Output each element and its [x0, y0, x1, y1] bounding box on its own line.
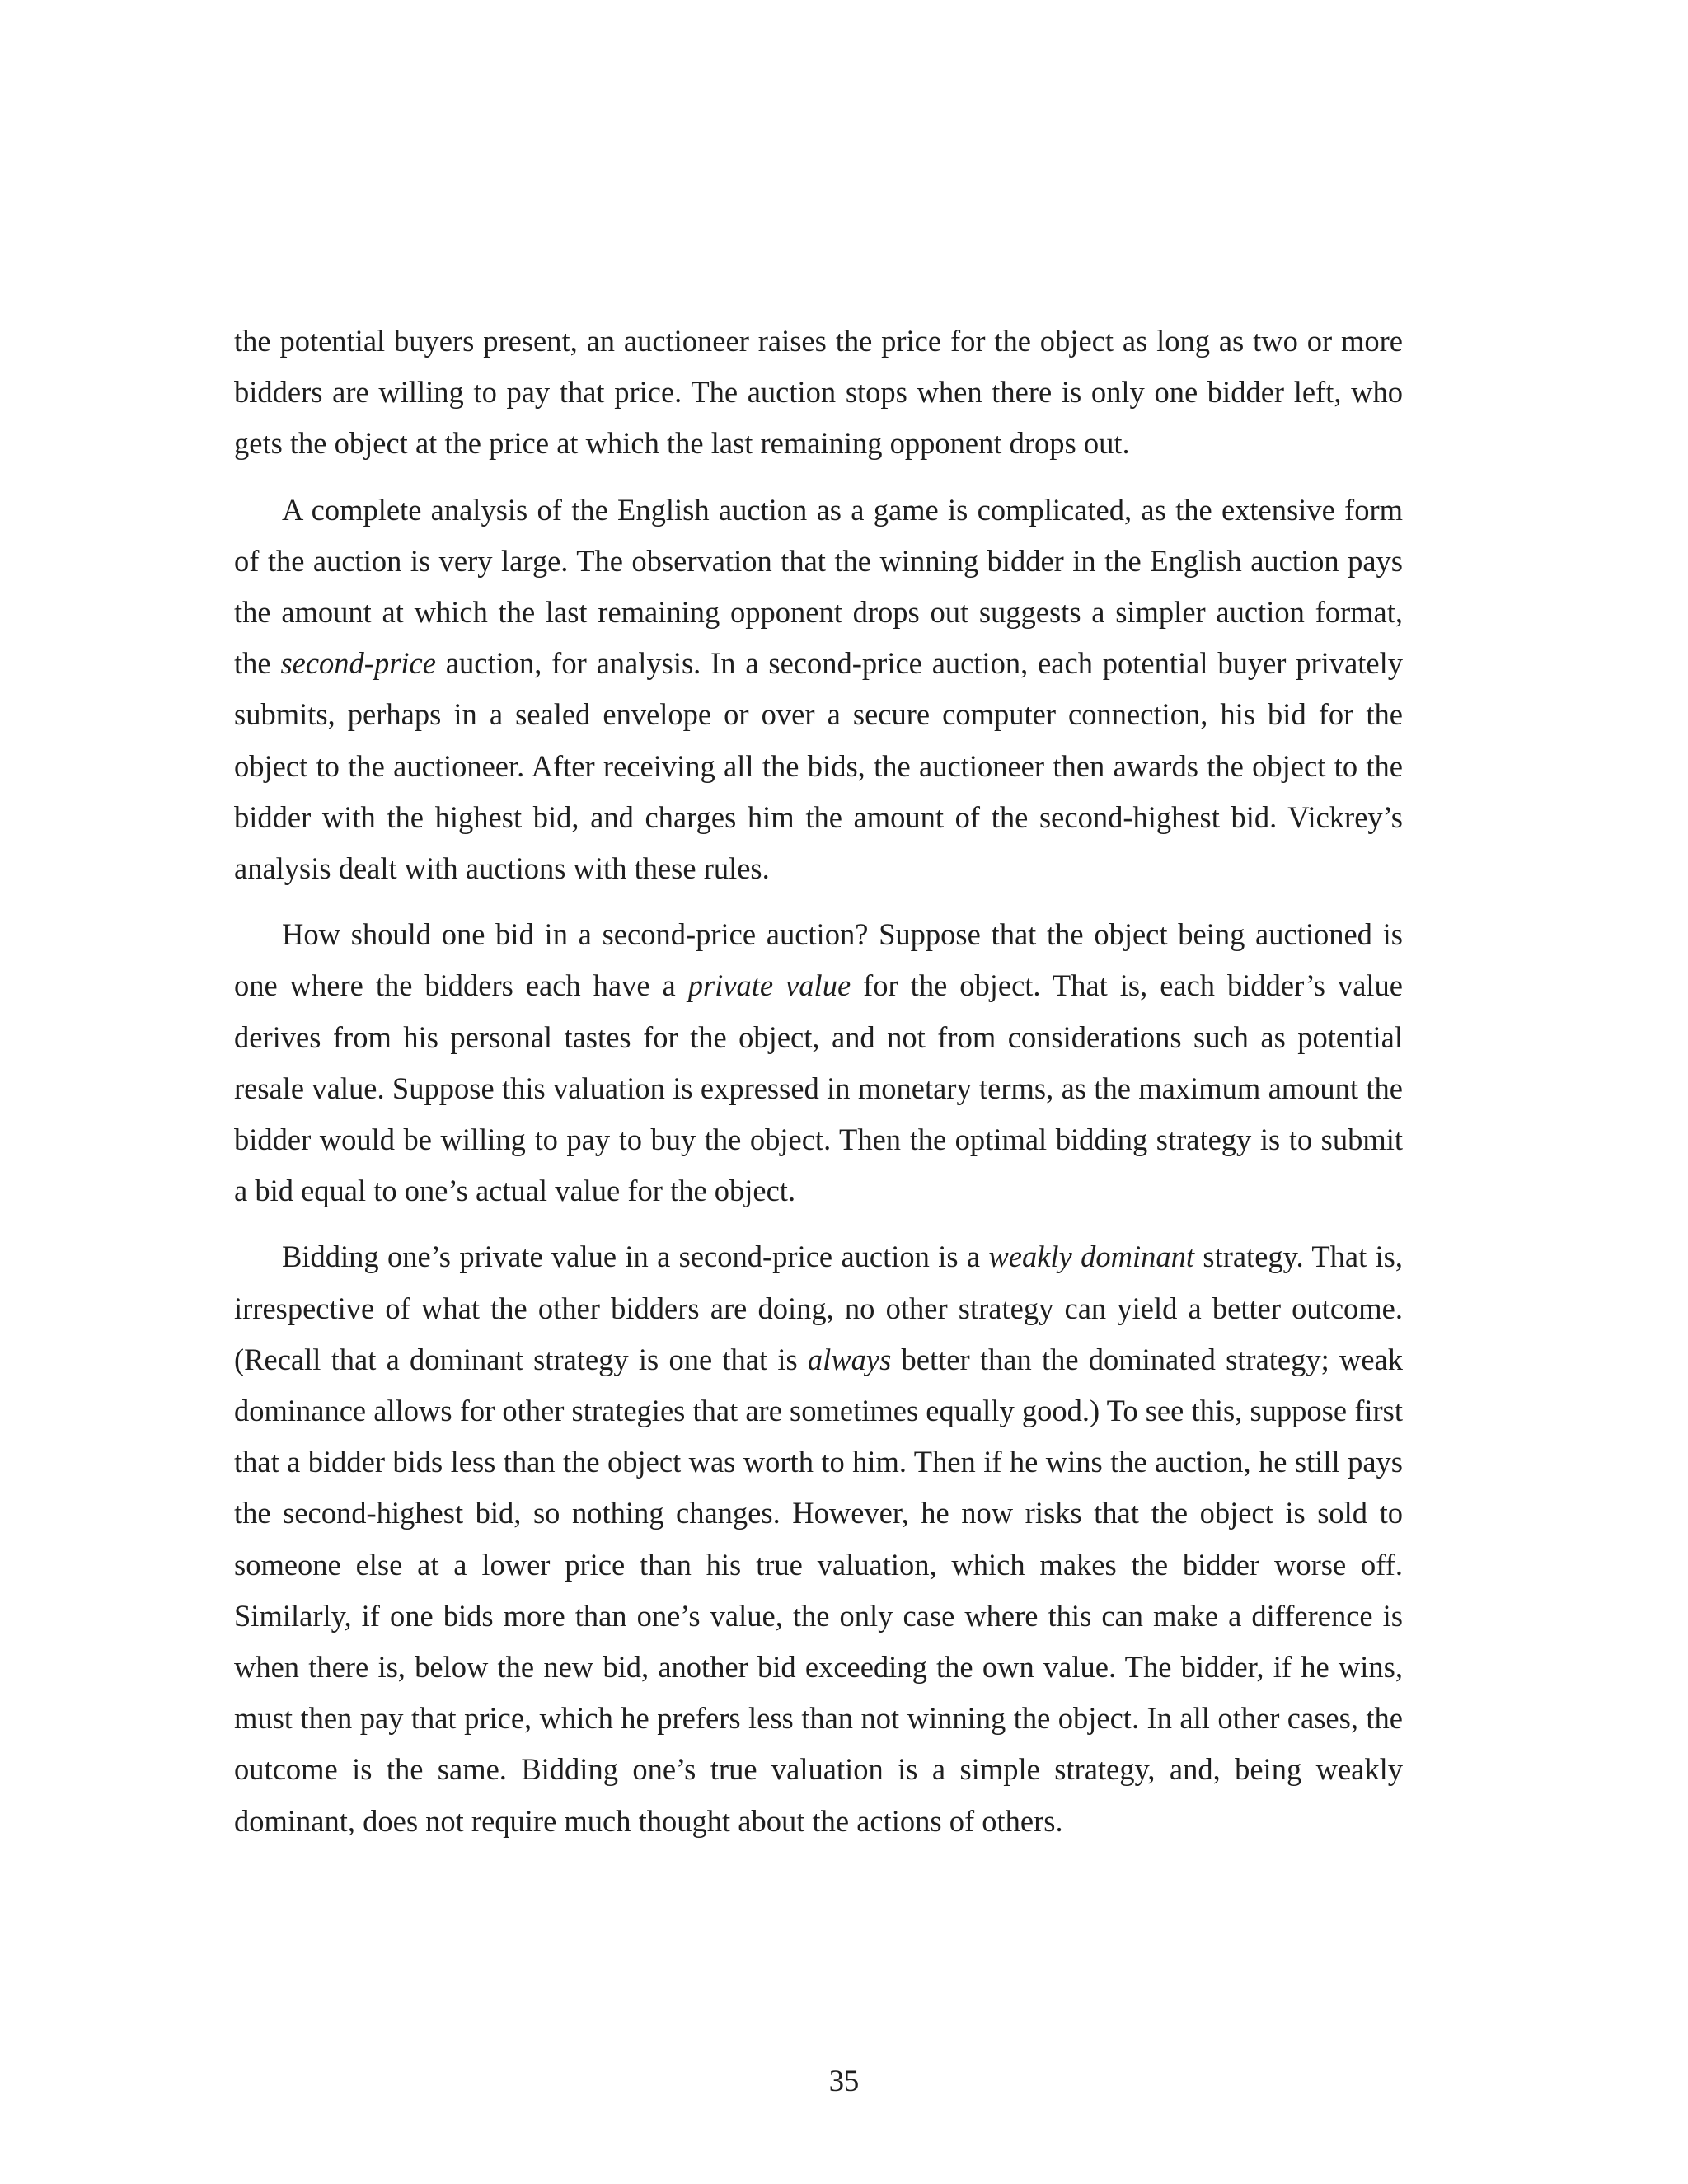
term-always: always [807, 1342, 892, 1376]
paragraph-3-text-a: How should one bid in a second-price auction? Suppose that the object being auctioned is one where the bidders each have a [234, 917, 1403, 1003]
paragraph-4-text-a: Bidding one’s private value in a second-price auction is a [282, 1240, 989, 1274]
paragraph-1 [234, 316, 1403, 470]
paragraph-3 [234, 909, 1403, 1216]
paragraph-2 [234, 485, 1403, 895]
paragraph-3-text-b: for the object. That is, each bidder’s value derives from his personal tastes for the object, and not from considerations such as potential resale value. Suppose this valuation is expressed in monetary terms, as the maximum amount the bidder would be willing to pay to buy the object. Then the optimal bidding strategy is to submit a bid equal to one’s actual value for the object. [234, 968, 1403, 1208]
paragraph-4 [234, 1231, 1403, 1846]
term-private-value: private value [687, 968, 851, 1003]
paragraph-2-text-b: auction, for analysis. In a second-price auction, each potential buyer privately submits, perhaps in a sealed envelope or over a secure computer connection, his bid for the object to the auctioneer. After receiving all the bids, the auctioneer then awards the object to the bidder with the highest bid, and charges him the amount of the second-highest bid. Vickrey’s analysis dealt with auctions with these rules. [234, 646, 1404, 886]
paragraph-2-text-a: A complete analysis of the English auction as a game is complicated, as the extensive form of the auction is very large. The observation that the winning bidder in the English auction pays the amount at which the last remaining opponent drops out suggests a simpler auction format, the [234, 492, 1403, 681]
paragraph-4-text-b: strategy. That is, irrespective of what the other bidders are doing, no other strategy can yield a better outcome. (Recall that a dominant strategy is one that is [234, 1240, 1404, 1376]
paragraph-4-text-c: better than the dominated strategy; weak dominance allows for other strategies that are sometimes equally good.) To see this, suppose first that a bidder bids less than the object was worth to him. Then if he wins the auction, he still pays the second-highest bid, so nothing changes. However, he now risks that the object is sold to someone else at a lower price than his true valuation, which makes the bidder worse off. Similarly, if one bids more than one’s value, the only case where this can make a difference is when there is, below the new bid, another bid exceeding the own value. The bidder, if he wins, must then pay that price, which he prefers less than not winning the object. In all other cases, the outcome is the same. Bidding one’s true valuation is a simple strategy, and, being weakly dominant, does not require much thought about the actions of others. [234, 1342, 1403, 1838]
term-weakly-dominant: weakly dominant [988, 1240, 1195, 1274]
body-text [234, 316, 1403, 1862]
paragraph-1-text: the potential buyers present, an auctioneer raises the price for the object as long as two or more bidders are willing to pay that price. The auction stops when there is only one bidder left, who gets the object at the price at which the last remaining opponent drops out. [234, 324, 1403, 461]
page-number: 35 [828, 2064, 860, 2097]
term-second-price: second-price [280, 646, 436, 681]
